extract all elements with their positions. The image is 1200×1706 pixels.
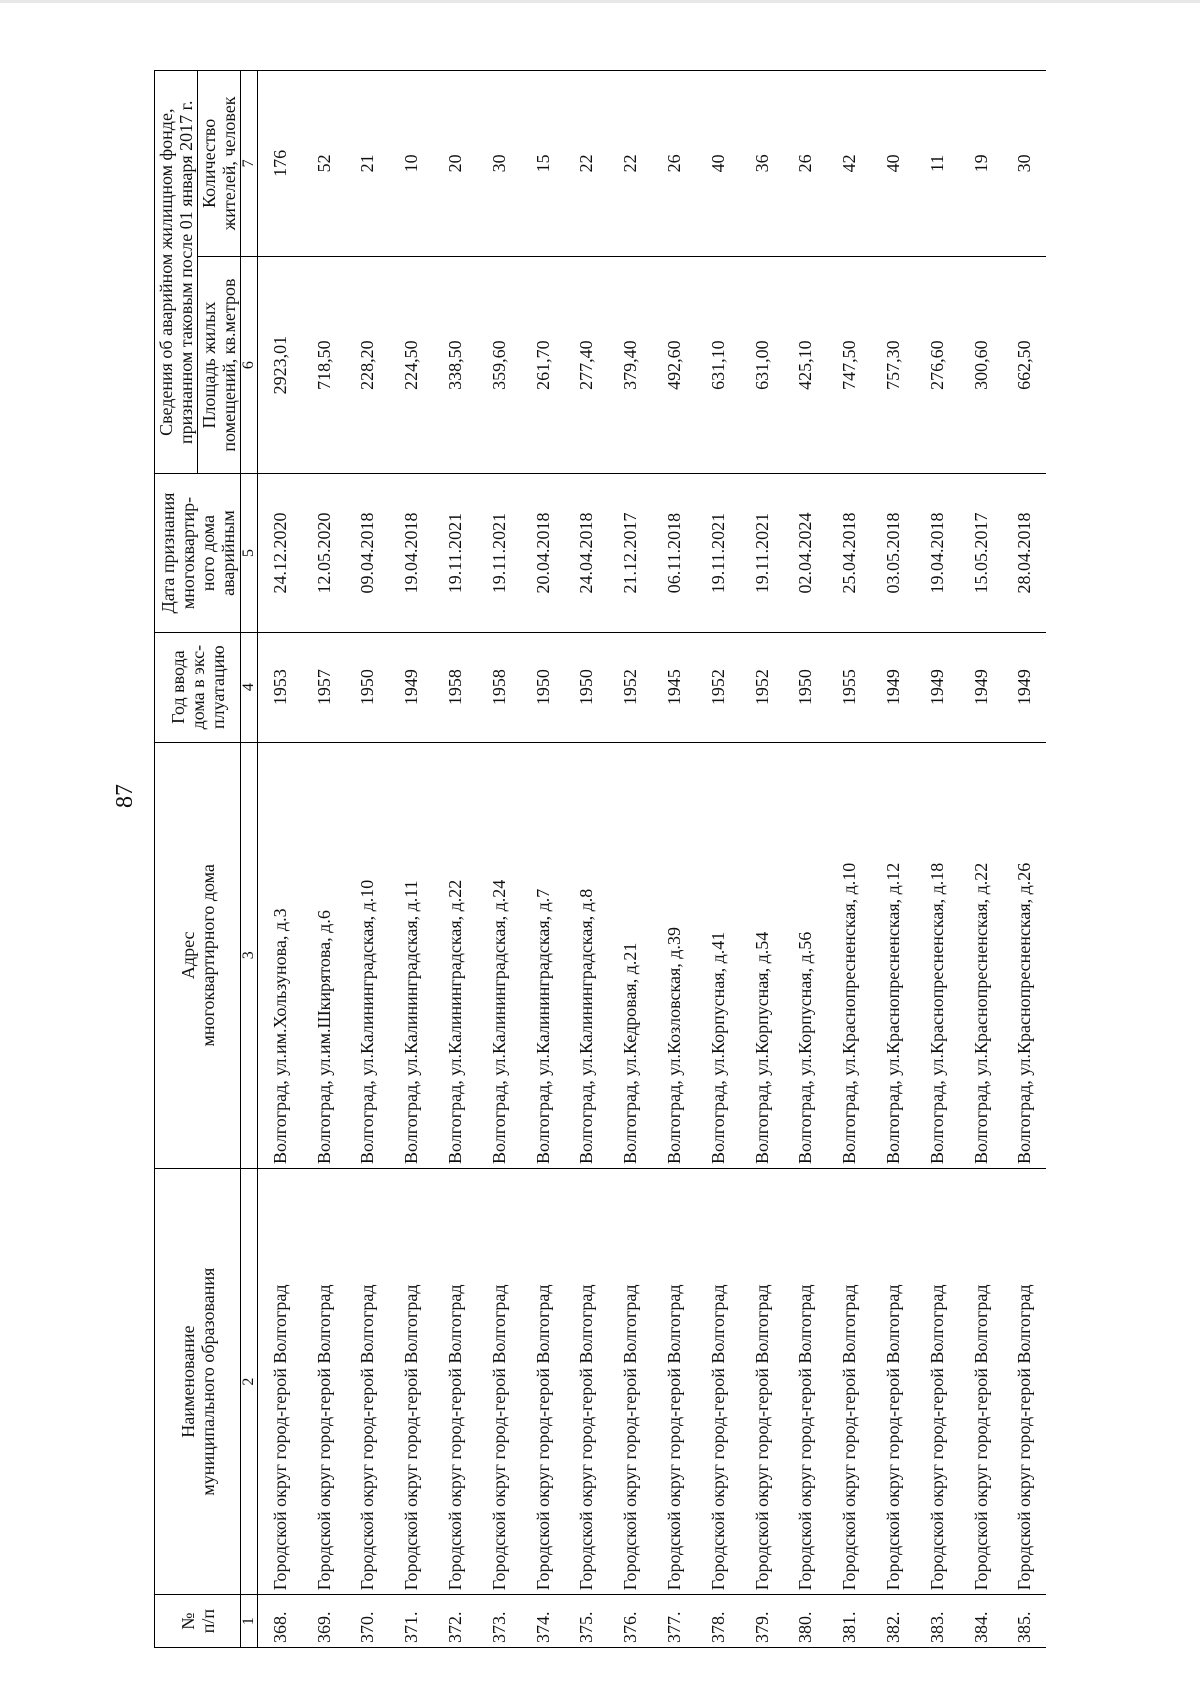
table-row — [871, 71, 915, 1648]
date-cell: 19.11.2021 — [477, 474, 521, 632]
residents-cell: 30 — [477, 71, 521, 257]
residents-cell: 20 — [433, 71, 477, 257]
municipality-cell: Городской округ город-герой Волгоград — [389, 1168, 433, 1594]
municipality-cell: Городской округ город-герой Волгоград — [696, 1168, 740, 1594]
column-number: 6 — [241, 256, 258, 474]
address-cell: Волгоград, ул.Краснопресненская, д.12 — [871, 742, 915, 1168]
year-cell: 1949 — [871, 632, 915, 742]
municipality-cell: Городской округ город-герой Волгоград — [433, 1168, 477, 1594]
date-cell: 21.12.2017 — [608, 474, 652, 632]
area-cell: 718,50 — [302, 256, 346, 474]
residents-cell: 10 — [389, 71, 433, 257]
date-cell: 06.11.2018 — [652, 474, 696, 632]
residents-cell: 19 — [959, 71, 1003, 257]
header-municipality: Наименование муниципального образования — [155, 1168, 241, 1594]
table-row — [477, 71, 521, 1648]
area-cell: 277,40 — [565, 256, 609, 474]
row-number: 368. — [258, 1595, 302, 1648]
table-row — [433, 71, 477, 1648]
residents-cell: 40 — [696, 71, 740, 257]
year-cell: 1952 — [608, 632, 652, 742]
row-number: 372. — [433, 1595, 477, 1648]
date-cell: 19.11.2021 — [696, 474, 740, 632]
table-row — [696, 71, 740, 1648]
header-group: Сведения об аварийном жилищном фонде, признанном таковым после 01 января 2017 г. — [155, 71, 198, 474]
area-cell: 359,60 — [477, 256, 521, 474]
table-header — [155, 71, 258, 1648]
residents-cell: 26 — [652, 71, 696, 257]
column-number: 1 — [241, 1595, 258, 1648]
year-cell: 1952 — [696, 632, 740, 742]
area-cell: 662,50 — [1003, 256, 1047, 474]
table-row — [1003, 71, 1047, 1648]
area-cell: 379,40 — [608, 256, 652, 474]
year-cell: 1952 — [740, 632, 784, 742]
table-body — [258, 71, 1047, 1648]
table-row — [346, 71, 390, 1648]
municipality-cell: Городской округ город-герой Волгоград — [1003, 1168, 1047, 1594]
row-number: 370. — [346, 1595, 390, 1648]
area-cell: 2923,01 — [258, 256, 302, 474]
table-row — [827, 71, 871, 1648]
date-cell: 09.04.2018 — [346, 474, 390, 632]
date-cell: 19.04.2018 — [389, 474, 433, 632]
header-area: Площадь жилых помещений, кв.метров — [198, 256, 241, 474]
residents-cell: 176 — [258, 71, 302, 257]
year-cell: 1949 — [959, 632, 1003, 742]
date-cell: 28.04.2018 — [1003, 474, 1047, 632]
table-row — [652, 71, 696, 1648]
date-cell: 12.05.2020 — [302, 474, 346, 632]
column-number-row — [241, 71, 258, 1648]
residents-cell: 52 — [302, 71, 346, 257]
row-number: 379. — [740, 1595, 784, 1648]
year-cell: 1950 — [521, 632, 565, 742]
municipality-cell: Городской округ город-герой Волгоград — [302, 1168, 346, 1594]
date-cell: 02.04.2024 — [784, 474, 828, 632]
residents-cell: 42 — [827, 71, 871, 257]
address-cell: Волгоград, ул.Кедровая, д.21 — [608, 742, 652, 1168]
column-number: 7 — [241, 71, 258, 257]
address-cell: Волгоград, ул.Калининградская, д.11 — [389, 742, 433, 1168]
municipality-cell: Городской округ город-герой Волгоград — [740, 1168, 784, 1594]
year-cell: 1950 — [565, 632, 609, 742]
column-number: 4 — [241, 632, 258, 742]
row-number: 374. — [521, 1595, 565, 1648]
address-cell: Волгоград, ул.Калининградская, д.8 — [565, 742, 609, 1168]
row-number: 385. — [1003, 1595, 1047, 1648]
residents-cell: 40 — [871, 71, 915, 257]
year-cell: 1953 — [258, 632, 302, 742]
address-cell: Волгоград, ул.им.Шкирятова, д.6 — [302, 742, 346, 1168]
municipality-cell: Городской округ город-герой Волгоград — [784, 1168, 828, 1594]
table-row — [915, 71, 959, 1648]
date-cell: 03.05.2018 — [871, 474, 915, 632]
year-cell: 1949 — [1003, 632, 1047, 742]
row-number: 382. — [871, 1595, 915, 1648]
table-container — [154, 70, 1082, 1648]
municipality-cell: Городской округ город-герой Волгоград — [477, 1168, 521, 1594]
header-address: Адрес многоквартирного дома — [155, 742, 241, 1168]
area-cell: 631,00 — [740, 256, 784, 474]
year-cell: 1958 — [433, 632, 477, 742]
residents-cell: 21 — [346, 71, 390, 257]
municipality-cell: Городской округ город-герой Волгоград — [346, 1168, 390, 1594]
address-cell: Волгоград, ул.Краснопресненская, д.26 — [1003, 742, 1047, 1168]
area-cell: 276,60 — [915, 256, 959, 474]
residents-cell: 15 — [521, 71, 565, 257]
municipality-cell: Городской округ город-герой Волгоград — [608, 1168, 652, 1594]
municipality-cell: Городской округ город-герой Волгоград — [521, 1168, 565, 1594]
year-cell: 1949 — [915, 632, 959, 742]
address-cell: Волгоград, ул.Калининградская, д.24 — [477, 742, 521, 1168]
row-number: 377. — [652, 1595, 696, 1648]
area-cell: 425,10 — [784, 256, 828, 474]
area-cell: 631,10 — [696, 256, 740, 474]
table-row — [608, 71, 652, 1648]
date-cell: 25.04.2018 — [827, 474, 871, 632]
row-number: 369. — [302, 1595, 346, 1648]
column-number: 2 — [241, 1168, 258, 1594]
table-row — [521, 71, 565, 1648]
header-date: Дата признания многоквартир- ного дома аварийным — [155, 474, 241, 632]
column-number: 5 — [241, 474, 258, 632]
row-number: 378. — [696, 1595, 740, 1648]
residents-cell: 11 — [915, 71, 959, 257]
address-cell: Волгоград, ул.Краснопресненская, д.22 — [959, 742, 1003, 1168]
municipality-cell: Городской округ город-герой Волгоград — [258, 1168, 302, 1594]
area-cell: 224,50 — [389, 256, 433, 474]
area-cell: 747,50 — [827, 256, 871, 474]
residents-cell: 26 — [784, 71, 828, 257]
year-cell: 1958 — [477, 632, 521, 742]
address-cell: Волгоград, ул.Козловская, д.39 — [652, 742, 696, 1168]
residents-cell: 22 — [565, 71, 609, 257]
row-number: 380. — [784, 1595, 828, 1648]
table-row — [258, 71, 302, 1648]
header-year: Год ввода дома в экс- плуатацию — [155, 632, 241, 742]
table-row — [389, 71, 433, 1648]
row-number: 381. — [827, 1595, 871, 1648]
address-cell: Волгоград, ул.Корпусная, д.54 — [740, 742, 784, 1168]
date-cell: 15.05.2017 — [959, 474, 1003, 632]
emergency-housing-table — [154, 70, 1046, 1648]
year-cell: 1949 — [389, 632, 433, 742]
table-row — [302, 71, 346, 1648]
municipality-cell: Городской округ город-герой Волгоград — [959, 1168, 1003, 1594]
row-number: 383. — [915, 1595, 959, 1648]
table-row — [959, 71, 1003, 1648]
area-cell: 338,50 — [433, 256, 477, 474]
date-cell: 19.11.2021 — [740, 474, 784, 632]
area-cell: 300,60 — [959, 256, 1003, 474]
address-cell: Волгоград, ул.Калининградская, д.10 — [346, 742, 390, 1168]
year-cell: 1945 — [652, 632, 696, 742]
municipality-cell: Городской округ город-герой Волгоград — [915, 1168, 959, 1594]
municipality-cell: Городской округ город-герой Волгоград — [871, 1168, 915, 1594]
date-cell: 20.04.2018 — [521, 474, 565, 632]
date-cell: 24.12.2020 — [258, 474, 302, 632]
area-cell: 757,30 — [871, 256, 915, 474]
page-number: 87 — [112, 784, 138, 808]
row-number: 373. — [477, 1595, 521, 1648]
header-residents: Количество жителей, человек — [198, 71, 241, 257]
row-number: 376. — [608, 1595, 652, 1648]
address-cell: Волгоград, ул.Краснопресненская, д.10 — [827, 742, 871, 1168]
address-cell: Волгоград, ул.Корпусная, д.41 — [696, 742, 740, 1168]
address-cell: Волгоград, ул.Калининградская, д.22 — [433, 742, 477, 1168]
address-cell: Волгоград, ул.Корпусная, д.56 — [784, 742, 828, 1168]
table-row — [784, 71, 828, 1648]
date-cell: 19.04.2018 — [915, 474, 959, 632]
area-cell: 228,20 — [346, 256, 390, 474]
area-cell: 492,60 — [652, 256, 696, 474]
municipality-cell: Городской округ город-герой Волгоград — [652, 1168, 696, 1594]
scan-edge — [0, 0, 1200, 3]
date-cell: 19.11.2021 — [433, 474, 477, 632]
residents-cell: 22 — [608, 71, 652, 257]
table-row — [740, 71, 784, 1648]
row-number: 375. — [565, 1595, 609, 1648]
address-cell: Волгоград, ул.Калининградская, д.7 — [521, 742, 565, 1168]
area-cell: 261,70 — [521, 256, 565, 474]
date-cell: 24.04.2018 — [565, 474, 609, 632]
address-cell: Волгоград, ул.Краснопресненская, д.18 — [915, 742, 959, 1168]
table-row — [565, 71, 609, 1648]
year-cell: 1955 — [827, 632, 871, 742]
year-cell: 1957 — [302, 632, 346, 742]
municipality-cell: Городской округ город-герой Волгоград — [827, 1168, 871, 1594]
header-num: № п/п — [155, 1595, 241, 1648]
year-cell: 1950 — [784, 632, 828, 742]
year-cell: 1950 — [346, 632, 390, 742]
residents-cell: 30 — [1003, 71, 1047, 257]
row-number: 384. — [959, 1595, 1003, 1648]
column-number: 3 — [241, 742, 258, 1168]
row-number: 371. — [389, 1595, 433, 1648]
address-cell: Волгоград, ул.им.Хользунова, д.3 — [258, 742, 302, 1168]
municipality-cell: Городской округ город-герой Волгоград — [565, 1168, 609, 1594]
residents-cell: 36 — [740, 71, 784, 257]
